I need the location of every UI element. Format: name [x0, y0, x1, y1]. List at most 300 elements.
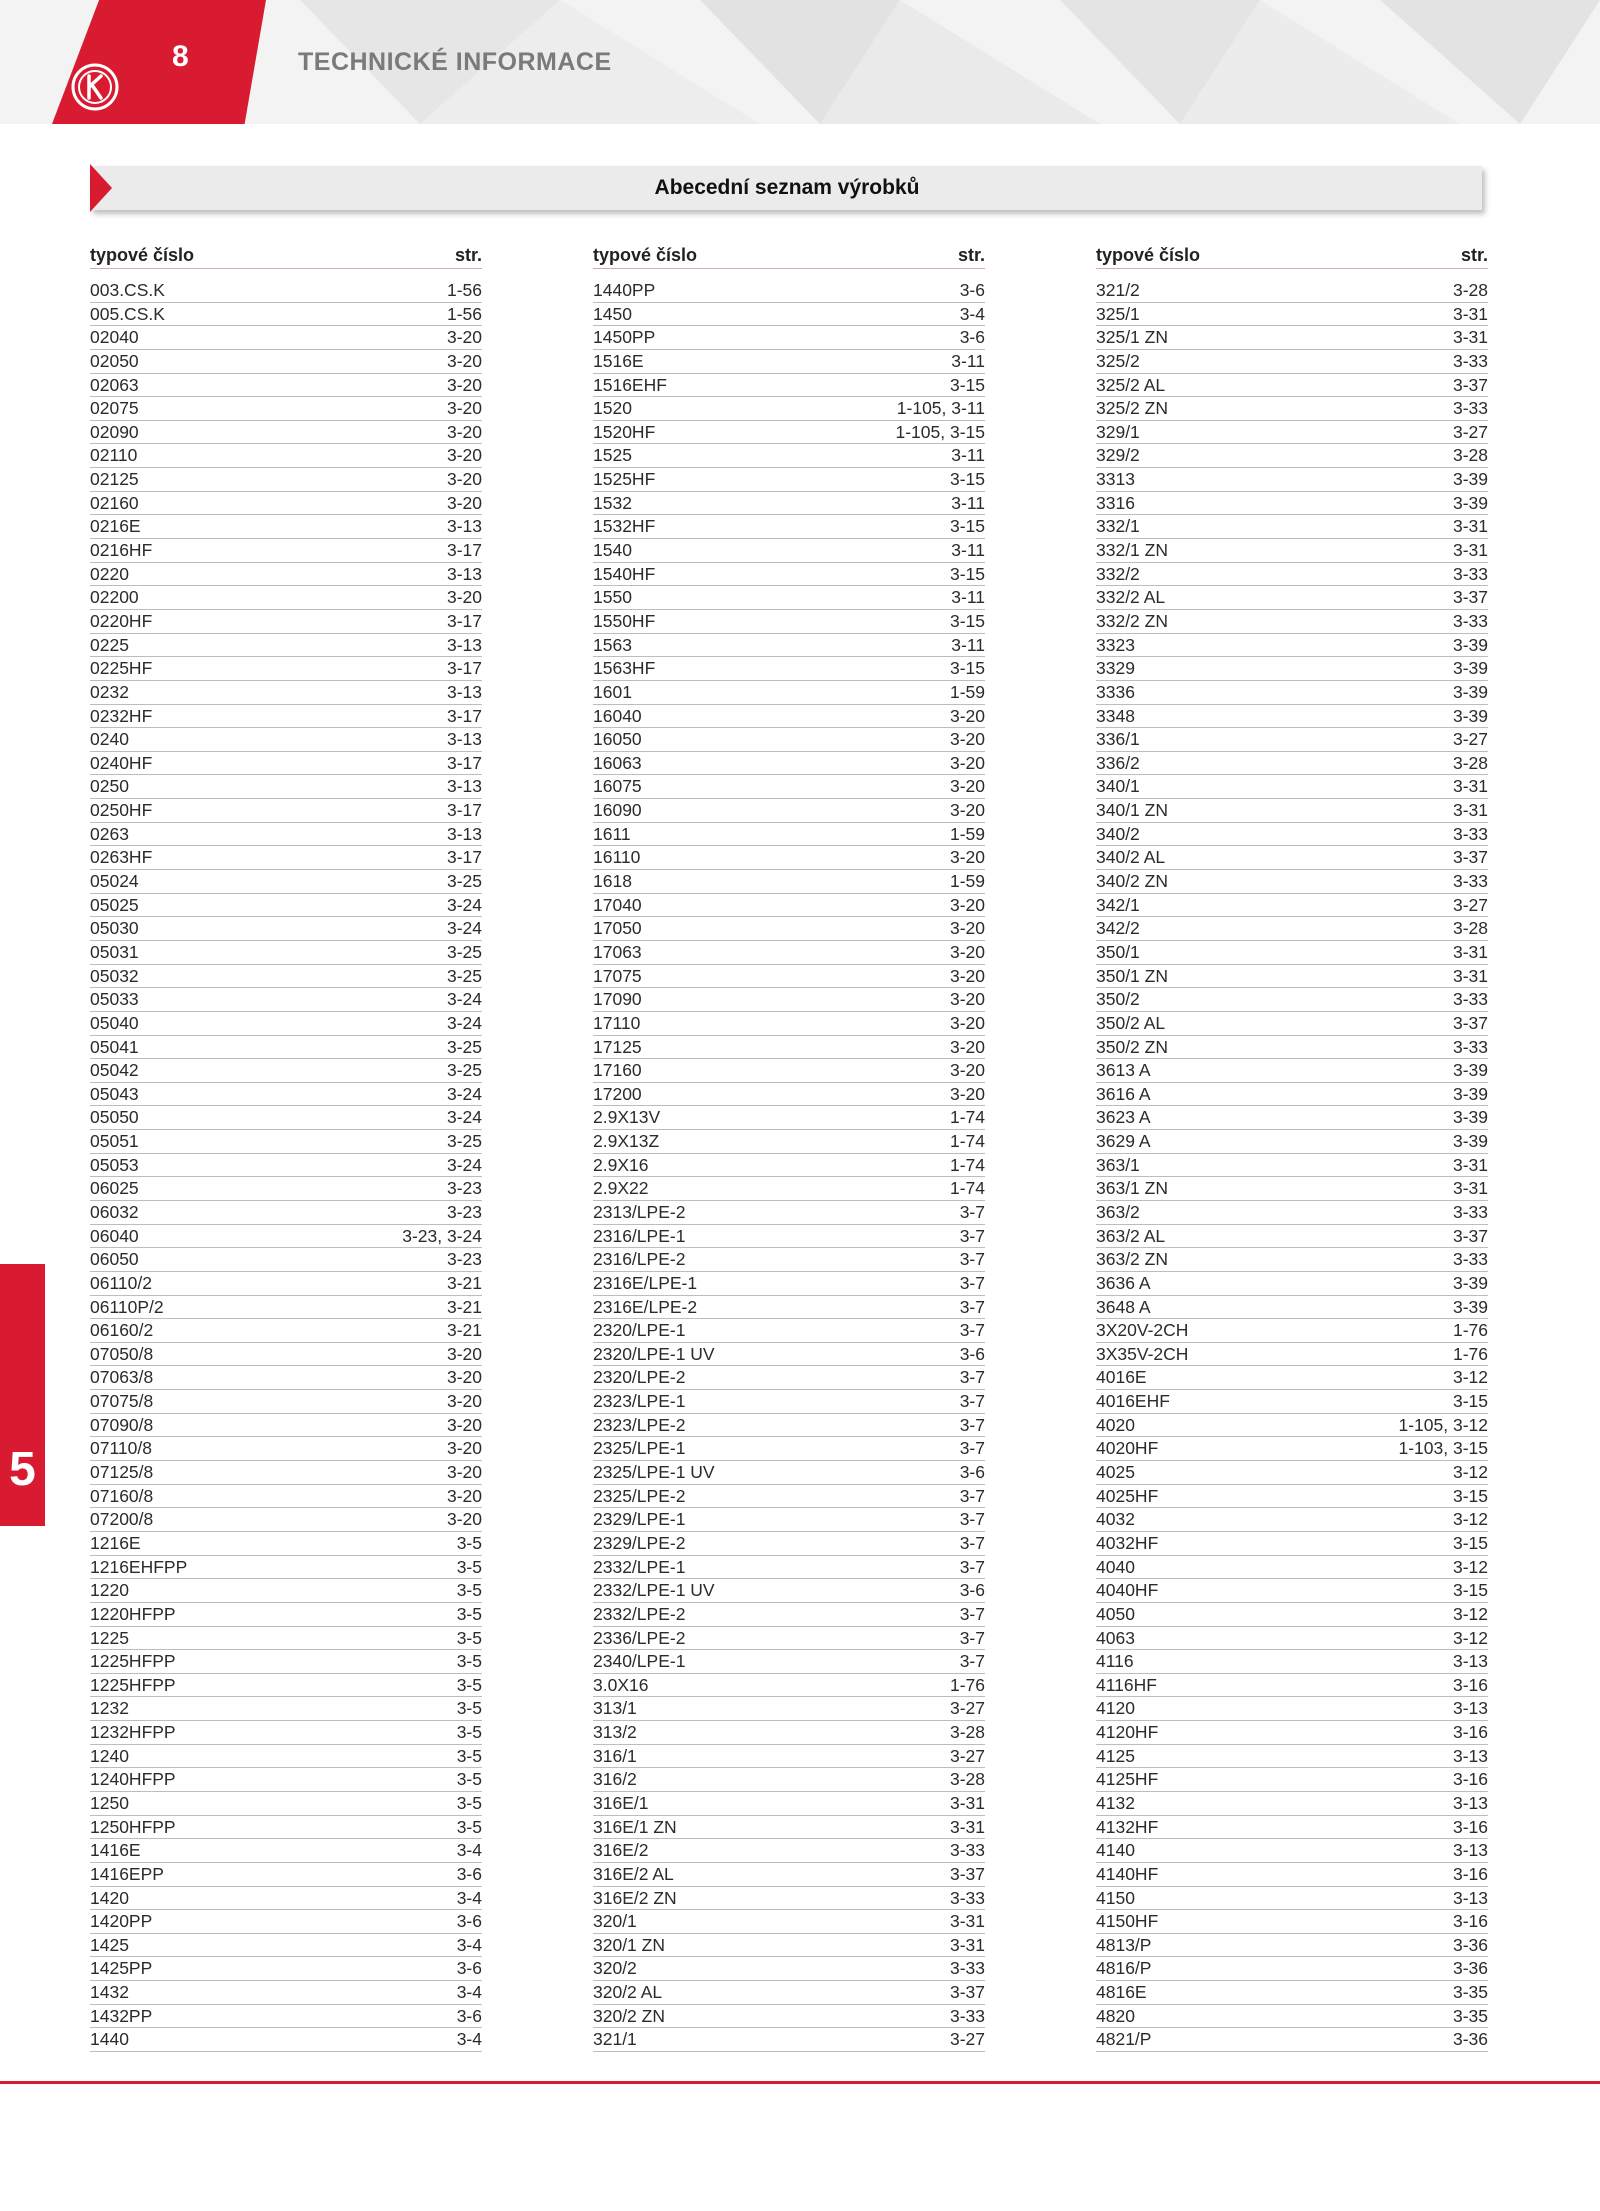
product-code: 1416E	[90, 1840, 141, 1861]
product-code: 0216HF	[90, 540, 153, 561]
product-code: 350/2 AL	[1096, 1012, 1166, 1033]
table-row	[1096, 728, 1488, 752]
index-column-2	[593, 242, 985, 2052]
product-code: 3323	[1096, 634, 1135, 655]
product-code: 3336	[1096, 681, 1135, 702]
page-reference: 3-23	[446, 1178, 482, 1199]
table-row	[90, 1437, 482, 1461]
page-reference: 3-27	[1452, 729, 1488, 750]
page-reference: 3-39	[1452, 705, 1488, 726]
table-row	[90, 610, 482, 634]
page-reference: 3-15	[949, 516, 985, 537]
page-reference: 3-15	[949, 610, 985, 631]
product-code: 003.CS.K	[90, 280, 165, 300]
product-code: 0263	[90, 823, 129, 844]
column-header	[90, 242, 482, 269]
page-reference: 3-37	[1452, 847, 1488, 868]
product-code: 1450	[593, 303, 632, 324]
page-reference: 3-13	[1452, 1840, 1488, 1861]
table-row	[593, 2028, 985, 2052]
product-code: 1232HFPP	[90, 1722, 176, 1743]
table-row	[90, 1579, 482, 1603]
product-code: 4820	[1096, 2005, 1135, 2026]
page-reference: 3-37	[949, 1863, 985, 1884]
page-reference: 3-20	[446, 1438, 482, 1459]
page-reference: 3-21	[446, 1272, 482, 1293]
table-row	[90, 1012, 482, 1036]
product-code: 02075	[90, 398, 139, 419]
table-row	[593, 965, 985, 989]
header-band	[0, 0, 1600, 124]
header-page: str.	[957, 245, 985, 265]
page-reference: 3-37	[1452, 587, 1488, 608]
page-reference: 3-13	[446, 729, 482, 750]
table-row	[1096, 1485, 1488, 1509]
page-reference: 1-56	[446, 280, 482, 300]
product-code: 17050	[593, 918, 642, 939]
product-code: 05043	[90, 1083, 139, 1104]
product-code: 321/2	[1096, 280, 1140, 300]
page-reference: 3-15	[1452, 1485, 1488, 1506]
page-reference: 3-25	[446, 1060, 482, 1081]
table-row	[1096, 1721, 1488, 1745]
page-reference: 3-36	[1452, 2029, 1488, 2050]
product-code: 320/2	[593, 1958, 637, 1979]
product-code: 0220HF	[90, 610, 153, 631]
product-code: 316/2	[593, 1769, 637, 1790]
footer-rule	[0, 2081, 1600, 2084]
table-row	[1096, 1863, 1488, 1887]
product-code: 4020HF	[1096, 1438, 1159, 1459]
page-reference: 1-103, 3-15	[1398, 1438, 1488, 1459]
table-row	[90, 1910, 482, 1934]
page-reference: 3-11	[951, 492, 985, 513]
page-reference: 3-20	[949, 1036, 985, 1057]
page-reference: 3-37	[1452, 1225, 1488, 1246]
product-code: 1611	[593, 823, 631, 844]
product-code: 1601	[593, 681, 632, 702]
table-row	[90, 2028, 482, 2052]
product-code: 05025	[90, 894, 139, 915]
product-code: 07050/8	[90, 1343, 154, 1364]
product-code: 1216E	[90, 1532, 141, 1553]
table-row	[593, 1154, 985, 1178]
table-row	[90, 539, 482, 563]
page-reference: 3-37	[1452, 374, 1488, 395]
product-code: 07110/8	[90, 1438, 152, 1459]
product-code: 3616 A	[1096, 1083, 1151, 1104]
table-row	[90, 681, 482, 705]
table-row	[90, 1036, 482, 1060]
table-row	[593, 1603, 985, 1627]
page-reference: 3-31	[949, 1934, 985, 1955]
product-code: 17160	[593, 1060, 642, 1081]
table-row	[593, 1579, 985, 1603]
table-row	[593, 823, 985, 847]
table-row	[1096, 2028, 1488, 2052]
table-row	[593, 1721, 985, 1745]
product-code: 07063/8	[90, 1367, 154, 1388]
page-reference: 3-13	[1452, 1745, 1488, 1766]
product-code: 3X20V-2CH	[1096, 1320, 1189, 1341]
product-code: 1225	[90, 1627, 129, 1648]
table-row	[1096, 539, 1488, 563]
product-code: 3.0X16	[593, 1674, 649, 1695]
table-row	[1096, 775, 1488, 799]
table-row	[90, 1414, 482, 1438]
page-reference: 3-33	[1452, 398, 1488, 419]
table-row	[1096, 1366, 1488, 1390]
product-code: 06110/2	[90, 1272, 152, 1293]
table-row	[90, 1225, 482, 1249]
page-reference: 3-5	[456, 1627, 482, 1648]
table-row	[593, 846, 985, 870]
product-code: 4125	[1096, 1745, 1135, 1766]
product-code: 0232HF	[90, 705, 153, 726]
page-reference: 3-31	[1452, 1178, 1488, 1199]
product-code: 332/1	[1096, 516, 1140, 537]
table-row	[90, 965, 482, 989]
page-reference: 3-33	[949, 1887, 985, 1908]
product-code: 4140	[1096, 1840, 1135, 1861]
page-reference: 3-33	[949, 1840, 985, 1861]
table-row	[593, 1863, 985, 1887]
page-reference: 3-31	[1452, 965, 1488, 986]
page-reference: 3-33	[1452, 563, 1488, 584]
page-reference: 3-33	[949, 2005, 985, 2026]
page-reference: 3-6	[456, 1911, 482, 1932]
page-reference: 3-39	[1452, 1060, 1488, 1081]
table-row	[90, 988, 482, 1012]
page-reference: 3-16	[1452, 1722, 1488, 1743]
product-code: 1240	[90, 1745, 129, 1766]
table-row	[1096, 1177, 1488, 1201]
page-reference: 3-33	[1452, 823, 1488, 844]
product-code: 17075	[593, 965, 642, 986]
page-reference: 3-11	[951, 350, 985, 371]
page-reference: 1-74	[949, 1178, 985, 1199]
column-header	[593, 242, 985, 269]
k-circle-logo-icon	[70, 62, 120, 112]
product-code: 17110	[593, 1012, 641, 1033]
product-code: 325/2 ZN	[1096, 398, 1168, 419]
table-row	[90, 799, 482, 823]
product-code: 4025HF	[1096, 1485, 1159, 1506]
page-reference: 3-21	[446, 1296, 482, 1317]
table-row	[593, 775, 985, 799]
product-code: 1232	[90, 1698, 129, 1719]
product-code: 1450PP	[593, 327, 656, 348]
table-row	[1096, 350, 1488, 374]
table-row	[90, 1461, 482, 1485]
product-code: 4025	[1096, 1462, 1135, 1483]
table-row	[1096, 1012, 1488, 1036]
product-code: 3348	[1096, 705, 1135, 726]
product-code: 350/1	[1096, 941, 1140, 962]
table-row	[1096, 279, 1488, 303]
product-code: 16050	[593, 729, 642, 750]
product-code: 340/1 ZN	[1096, 800, 1168, 821]
product-code: 2323/LPE-2	[593, 1414, 686, 1435]
product-code: 06110P/2	[90, 1296, 164, 1317]
product-code: 1550HF	[593, 610, 656, 631]
table-row	[1096, 917, 1488, 941]
table-row	[593, 657, 985, 681]
page-reference: 3-20	[949, 729, 985, 750]
product-code: 1416EPP	[90, 1863, 164, 1884]
page-reference: 3-24	[446, 1107, 482, 1128]
chapter-number: 5	[9, 1443, 36, 1496]
product-code: 2336/LPE-2	[593, 1627, 686, 1648]
table-row	[593, 303, 985, 327]
page-reference: 3-31	[1452, 941, 1488, 962]
table-row	[90, 1508, 482, 1532]
product-code: 363/2 AL	[1096, 1225, 1166, 1246]
page-reference: 3-16	[1452, 1816, 1488, 1837]
product-code: 2325/LPE-2	[593, 1485, 686, 1506]
table-row	[593, 444, 985, 468]
product-code: 0250HF	[90, 800, 153, 821]
table-row	[90, 728, 482, 752]
product-code: 4063	[1096, 1627, 1135, 1648]
table-row	[593, 1296, 985, 1320]
page-reference: 3-6	[959, 1462, 985, 1483]
page-reference: 3-20	[446, 1343, 482, 1364]
page-reference: 3-28	[949, 1722, 985, 1743]
page-reference: 3-39	[1452, 634, 1488, 655]
page-reference: 3-20	[949, 894, 985, 915]
table-row	[593, 1768, 985, 1792]
page-reference: 3-5	[456, 1580, 482, 1601]
page-reference: 3-21	[446, 1320, 482, 1341]
product-code: 05024	[90, 871, 139, 892]
index-rows	[593, 279, 985, 2052]
page-reference: 3-25	[446, 1131, 482, 1152]
page-reference: 3-12	[1452, 1556, 1488, 1577]
table-row	[1096, 1508, 1488, 1532]
page-reference: 3-15	[949, 563, 985, 584]
product-code: 363/1 ZN	[1096, 1178, 1168, 1199]
page-reference: 3-5	[456, 1769, 482, 1790]
page-reference: 3-27	[1452, 894, 1488, 915]
product-code: 1440	[90, 2029, 129, 2050]
page-reference: 3-17	[446, 752, 482, 773]
page-reference: 3-20	[949, 941, 985, 962]
page-reference: 3-35	[1452, 2005, 1488, 2026]
product-code: 0225	[90, 634, 129, 655]
page-reference: 3-31	[1452, 540, 1488, 561]
page-reference: 3-17	[446, 658, 482, 679]
product-code: 340/2	[1096, 823, 1140, 844]
table-row	[1096, 799, 1488, 823]
table-row	[1096, 326, 1488, 350]
header-page: str.	[454, 245, 482, 265]
product-code: 2332/LPE-2	[593, 1603, 686, 1624]
table-row	[593, 279, 985, 303]
page-reference: 3-7	[959, 1438, 985, 1459]
page-reference: 3-13	[446, 823, 482, 844]
page-reference: 3-33	[949, 1958, 985, 1979]
product-code: 1225HFPP	[90, 1651, 176, 1672]
table-row	[593, 1177, 985, 1201]
product-code: 325/1 ZN	[1096, 327, 1168, 348]
page-reference: 3-7	[959, 1509, 985, 1530]
product-code: 4016EHF	[1096, 1391, 1170, 1412]
table-row	[90, 1532, 482, 1556]
product-code: 4050	[1096, 1603, 1135, 1624]
product-code: 07200/8	[90, 1509, 154, 1530]
product-code: 16040	[593, 705, 642, 726]
page-reference: 3-39	[1452, 492, 1488, 513]
page-reference: 3-25	[446, 941, 482, 962]
page-reference: 3-20	[446, 445, 482, 466]
page-reference: 1-76	[1452, 1320, 1488, 1341]
table-row	[1096, 1768, 1488, 1792]
product-code: 4132	[1096, 1793, 1135, 1813]
table-row	[1096, 894, 1488, 918]
product-code: 3629 A	[1096, 1131, 1151, 1152]
page-reference: 3-6	[456, 2005, 482, 2026]
product-code: 1525	[593, 445, 632, 466]
table-row	[90, 2005, 482, 2029]
table-row	[1096, 1225, 1488, 1249]
product-code: 1440PP	[593, 280, 656, 300]
page-reference: 3-7	[959, 1320, 985, 1341]
page-reference: 3-24	[446, 894, 482, 915]
table-row	[90, 468, 482, 492]
product-code: 4125HF	[1096, 1769, 1159, 1790]
table-row	[1096, 1272, 1488, 1296]
page-reference: 3-33	[1452, 1201, 1488, 1222]
product-code: 4016E	[1096, 1367, 1147, 1388]
product-code: 4032	[1096, 1509, 1135, 1530]
page-reference: 3-5	[456, 1698, 482, 1719]
table-row	[90, 1556, 482, 1580]
product-code: 1540HF	[593, 563, 656, 584]
page-reference: 3-12	[1452, 1462, 1488, 1483]
page-reference: 3-4	[456, 1934, 482, 1955]
header-page: str.	[1460, 245, 1488, 265]
table-row	[1096, 468, 1488, 492]
page-reference: 3-20	[949, 847, 985, 868]
table-row	[90, 1177, 482, 1201]
product-code: 4120	[1096, 1698, 1135, 1719]
page-reference: 3-27	[949, 1698, 985, 1719]
table-row	[90, 1745, 482, 1769]
table-row	[593, 681, 985, 705]
page-reference: 3-13	[1452, 1793, 1488, 1813]
page-reference: 3-7	[959, 1201, 985, 1222]
table-row	[90, 1272, 482, 1296]
page-reference: 3-4	[456, 1887, 482, 1908]
page-reference: 3-24	[446, 1154, 482, 1175]
product-code: 06040	[90, 1225, 139, 1246]
table-row	[593, 1130, 985, 1154]
table-row	[1096, 1201, 1488, 1225]
table-row	[90, 326, 482, 350]
page-reference: 3-27	[949, 2029, 985, 2050]
table-row	[1096, 444, 1488, 468]
page-reference: 3-33	[1452, 989, 1488, 1010]
table-row	[1096, 1248, 1488, 1272]
table-row	[90, 1839, 482, 1863]
page-reference: 3-7	[959, 1651, 985, 1672]
page-reference: 3-20	[949, 989, 985, 1010]
product-code: 363/2 ZN	[1096, 1249, 1168, 1270]
product-code: 340/2 ZN	[1096, 871, 1168, 892]
product-code: 05030	[90, 918, 139, 939]
table-row	[593, 1366, 985, 1390]
table-row	[1096, 657, 1488, 681]
table-row	[90, 1674, 482, 1698]
product-code: 1220	[90, 1580, 129, 1601]
product-code: 1563HF	[593, 658, 656, 679]
page-reference: 1-105, 3-11	[896, 398, 985, 419]
product-code: 1225HFPP	[90, 1674, 176, 1695]
table-row	[1096, 1745, 1488, 1769]
table-row	[1096, 1059, 1488, 1083]
table-row	[593, 1957, 985, 1981]
product-code: 07075/8	[90, 1391, 154, 1412]
product-code: 1520	[593, 398, 632, 419]
product-code: 320/2 AL	[593, 1982, 663, 2003]
page-reference: 3-20	[949, 1012, 985, 1033]
product-code: 340/2 AL	[1096, 847, 1166, 868]
product-code: 3636 A	[1096, 1272, 1151, 1293]
page-reference: 3-36	[1452, 1934, 1488, 1955]
table-row	[1096, 1792, 1488, 1816]
product-code: 2.9X13V	[593, 1107, 661, 1128]
table-row	[593, 1319, 985, 1343]
table-row	[90, 1319, 482, 1343]
product-code: 005.CS.K	[90, 303, 165, 324]
product-code: 316E/2	[593, 1840, 649, 1861]
table-row	[593, 1934, 985, 1958]
page-reference: 3-15	[1452, 1532, 1488, 1553]
page-reference: 3-5	[456, 1532, 482, 1553]
table-row	[593, 1508, 985, 1532]
table-row	[593, 941, 985, 965]
page-reference: 3-6	[959, 1580, 985, 1601]
product-code: 316E/2 AL	[593, 1863, 674, 1884]
page-reference: 3-13	[446, 681, 482, 702]
page-reference: 3-13	[1452, 1698, 1488, 1719]
page-reference: 3-31	[949, 1911, 985, 1932]
product-code: 1618	[593, 871, 632, 892]
product-code: 320/2 ZN	[593, 2005, 665, 2026]
page-reference: 3-5	[456, 1816, 482, 1837]
product-code: 07125/8	[90, 1462, 154, 1483]
table-row	[1096, 1579, 1488, 1603]
page-reference: 3-6	[456, 1958, 482, 1979]
table-row	[593, 917, 985, 941]
table-row	[593, 1036, 985, 1060]
table-row	[1096, 1910, 1488, 1934]
product-code: 0225HF	[90, 658, 153, 679]
page-reference: 3-20	[446, 492, 482, 513]
product-code: 0240HF	[90, 752, 153, 773]
table-row	[90, 846, 482, 870]
table-row	[1096, 941, 1488, 965]
table-row	[593, 1745, 985, 1769]
product-code: 02125	[90, 469, 139, 490]
page-reference: 3-20	[446, 398, 482, 419]
table-row	[593, 1106, 985, 1130]
product-code: 2332/LPE-1	[593, 1556, 686, 1577]
table-row	[90, 421, 482, 445]
page-reference: 3-16	[1452, 1863, 1488, 1884]
product-code: 340/1	[1096, 776, 1140, 797]
